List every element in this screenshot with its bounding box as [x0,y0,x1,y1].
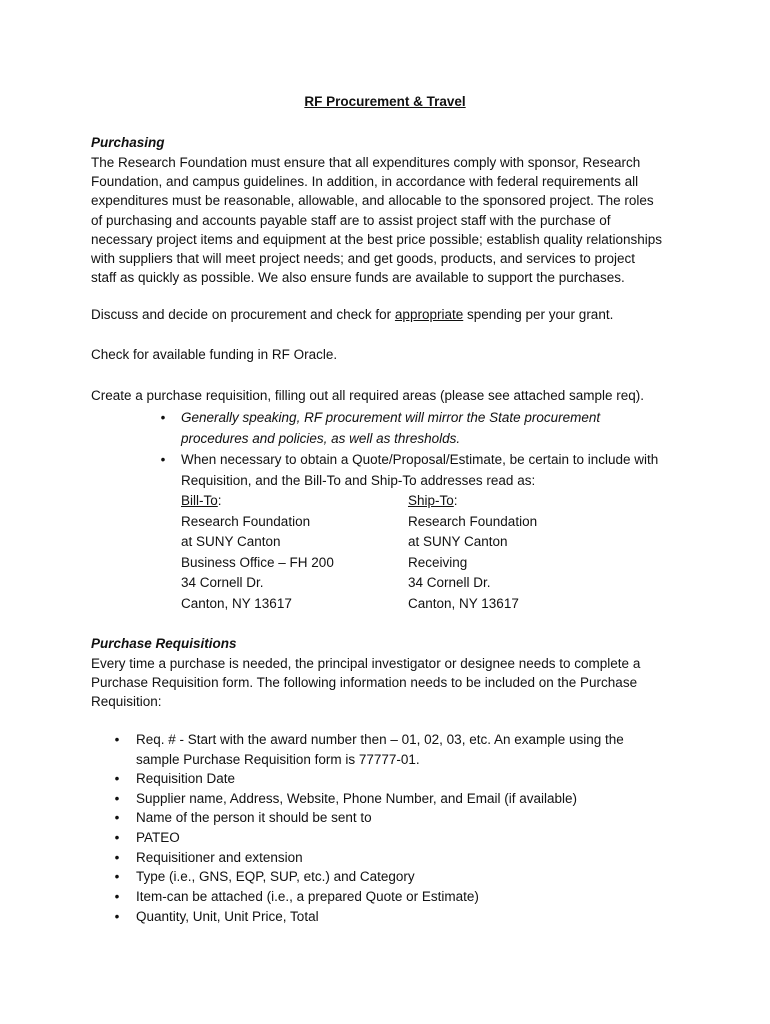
bullet-text-line: When necessary to obtain a Quote/Proposal/Estimate, be certain to include with [181,452,659,467]
paragraph-line: of purchasing and accounts payable staff are to assist project staff with the purchase of [91,212,611,228]
paragraph-line: staff as quickly as possible. We also ensure funds are available to support the purchases. [91,270,625,286]
discuss-procurement-line [91,307,613,322]
address-line: Canton, NY 13617 [408,595,519,611]
bullet-text-line: sample Purchase Requisition form is 77777-01. [136,751,420,767]
bill-to-label: Bill-To [181,493,218,508]
purchase-requisitions-heading: Purchase Requisitions [91,636,237,651]
list-item [156,450,716,492]
bullet-text-line: Generally speaking, RF procurement will mirror the State procurement [181,410,601,425]
bullet-icon: • [114,850,120,865]
bullet-icon: • [114,732,120,747]
address-line: at SUNY Canton [181,534,281,549]
ship-to-label: Ship-To [408,493,454,508]
bullet-icon: • [114,810,120,825]
bullet-text-line: Quantity, Unit, Unit Price, Total [136,909,319,924]
bullet-icon: • [160,452,166,467]
list-item [110,907,710,927]
purchasing-paragraph [91,153,691,287]
document-title: RF Procurement & Travel [304,94,466,109]
paragraph-line: expenditures must be reasonable, allowable, and allocable to the sponsored project. The roles [91,193,654,209]
list-item [110,887,710,907]
purchasing-heading: Purchasing [91,135,165,150]
list-item [110,848,710,868]
bullet-icon: • [114,791,120,806]
check-funding-line: Check for available funding in RF Oracle. [91,347,338,362]
bullet-text-line: Requisition, and the Bill-To and Ship-To addresses read as: [181,472,536,488]
address-line: 34 Cornell Dr. [408,575,491,590]
paragraph-line: Every time a purchase is needed, the principal investigator or designee needs to complete a [91,656,641,671]
bullet-icon: • [160,410,166,425]
bullet-text-line: Supplier name, Address, Website, Phone Number, and Email (if available) [136,791,577,806]
paragraph-line: necessary project items and equipment at the best price possible; establish quality relationships [91,231,663,247]
list-item [110,828,710,848]
bullet-text-line: Requisitioner and extension [136,850,303,865]
address-line: Research Foundation [408,513,538,529]
address-line: Receiving [408,554,468,570]
bullet-icon: • [114,830,120,845]
discuss-text-pre: Discuss and decide on procurement and check for [91,307,395,322]
address-line: Research Foundation [181,513,311,529]
list-item [110,789,710,809]
paragraph-line: Foundation, and campus guidelines. In addition, in accordance with federal requirements all [91,174,639,190]
address-line: 34 Cornell Dr. [181,575,264,590]
bill-to-address: Bill-To: Research Foundation at SUNY Canton Business Office – FH 200 34 Cornell Dr. Canton, NY 13617 [181,491,334,614]
paragraph-line: Purchase Requisition form. The following information needs to be included on the Purchase [91,675,638,691]
bullet-icon: • [114,909,120,924]
address-line: Canton, NY 13617 [181,595,292,611]
list-item [156,408,716,450]
address-line: Business Office – FH 200 [181,554,334,570]
bullet-icon: • [114,889,120,904]
bullet-icon: • [114,869,120,884]
bullet-text-line: procedures and policies, as well as thresholds. [181,430,461,446]
bullet-icon: • [114,771,120,786]
list-item [110,867,710,887]
address-line: at SUNY Canton [408,534,508,549]
bullet-text-line: PATEO [136,830,180,845]
appropriate-underlined: appropriate [394,307,464,322]
ship-to-address: Ship-To: Research Foundation at SUNY Canton Receiving 34 Cornell Dr. Canton, NY 13617 [408,491,537,614]
list-item [110,808,710,828]
paragraph-line: Requisition: [91,694,162,710]
paragraph-line: The Research Foundation must ensure that all expenditures comply with sponsor, Research [91,155,641,170]
list-item [110,730,710,770]
bullet-text-line: Type (i.e., GNS, EQP, SUP, etc.) and Category [136,869,415,884]
bullet-text-line: Req. # - Start with the award number then – 01, 02, 03, etc. An example using the [136,732,624,747]
discuss-text-post: spending per your grant. [463,307,614,322]
list-item [110,769,710,789]
create-requisition-line: Create a purchase requisition, filling out all required areas (please see attached sample req). [91,388,645,403]
bullet-text-line: Item-can be attached (i.e., a prepared Quote or Estimate) [136,889,479,904]
bullet-text-line: Name of the person it should be sent to [136,810,372,825]
requisitions-intro-paragraph [91,654,691,712]
paragraph-line: with suppliers that will meet project needs; and get goods, products, and services to project [91,251,636,267]
bullet-text-line: Requisition Date [136,771,236,786]
